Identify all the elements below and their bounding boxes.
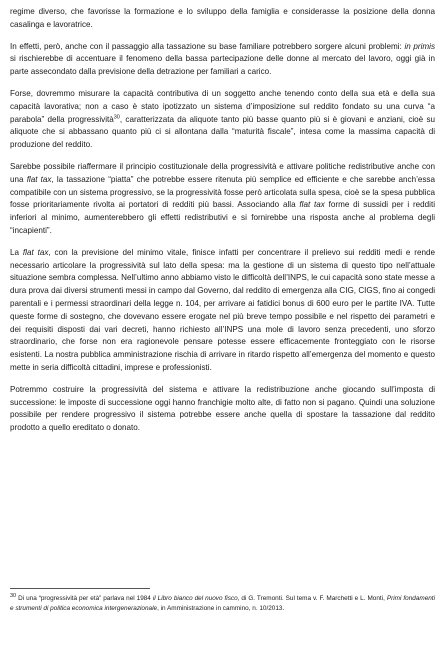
italic-text: il Libro bianco del nuovo fisco (152, 595, 238, 602)
italic-text: flat tax (22, 247, 49, 257)
text-run: In effetti, però, anche con il passaggio alla tassazione su base familiare potrebbero sorgere alcuni problemi: (10, 41, 405, 51)
text-run: regime diverso, che favorisse la formazione e lo sviluppo della famiglia e considerasse la posizione della donna casalinga e lavoratrice. (10, 7, 435, 29)
text-run: Sarebbe possibile riaffermare il principio costituzionale della progressività e attivare politiche redistributive anche con una (10, 161, 435, 184)
text-run: Potremmo costruire la progressività del sistema e attivare la redistribuzione anche giocando sull’imposta di successione: le imposte di successione oggi hanno franchigie molto alte, di fatto non si pagano. Quindi una soluzione possibile per rendere progressivo il sistema potrebbe essere anche quella di spostare la tassazione dal reddito prodotto a quello ereditato o donato. (10, 384, 435, 433)
paragraph (10, 88, 435, 152)
italic-text: flat tax (299, 200, 325, 210)
paragraph (10, 161, 435, 238)
paragraph (10, 6, 435, 32)
text-run: , in Amministrazione in cammino, n. 10/2013. (157, 605, 285, 613)
italic-text: in primis (404, 41, 435, 51)
text-run: si rischierebbe di accentuare il fenomeno della bassa partecipazione delle donne al mercato del lavoro, oggi già in parte assecondato dalla previsione della detrazione per familiari a carico. (10, 54, 435, 77)
paragraph (10, 384, 435, 435)
footnote-marker: 30 (10, 592, 17, 599)
italic-text: flat tax (26, 174, 52, 184)
body-text (10, 6, 435, 435)
footnote-30 (10, 594, 435, 614)
text-run: La (10, 247, 23, 257)
text-run: forme di sussidi per i redditi inferiori al minimo, aumenterebbero gli effetti redistributivi e si fornirebbe una risposta anche al problema degli “incapienti”. (10, 200, 436, 235)
paragraph (10, 41, 435, 79)
text-run: , la tassazione “piatta” che potrebbe essere ritenuta più semplice ed efficiente e che sarebbe anch’essa compatibile con un sistema progressivo, se la progressività fosse però articolata sulla spesa, cioè se la spesa pubblica fosse prioritariamente rivolta ai portatori di redditi più bassi. Associando alla (10, 174, 435, 210)
footnote-divider (10, 588, 150, 589)
text-run: , con la previsione del minimo vitale, finisce infatti per concentrare il prelievo sui redditi medi e rende necessario articolare la progressività sul lato della spesa: ma la gestione di un sistema di questo tipo nell’attuale situazione sembra complessa. Nell’ultimo anno abbiamo visto le difficoltà dell’INPS, le cui capacità sono state messe a dura prova dai diversi strumenti messi in campo dal Governo, dal reddito di emergenza alla CIG, CIGS, fino ai congedi parentali e i permessi straordinari della legge n. 104, per arrivare ai fatidici bonus di 600 euro per le partite IVA. Tutte queste forme di sostegno, che dovevano essere erogate nel più breve tempo possibile e nel rispetto dei parametri e dei requisiti disposti dai vari decreti, hanno richiesto all’INPS una mole di lavoro senza precedenti, uno sforzo straordinario, che forse non era ragionevole pensare potesse essere efficacemente fronteggiato con le risorse esistenti. La nostra pubblica amministrazione rischia di arrivare in ritardo rispetto all’emergenza del momento e questo mette in seria difficoltà cittadini, imprese e professionisti. (10, 247, 435, 372)
text-run: Di una “progressività per età” parlava nel 1984 (16, 595, 153, 602)
footnote-marker: 30 (113, 113, 120, 120)
paragraph (10, 247, 435, 375)
text-run: , caratterizzata da aliquote tanto più basse quanto più si è giovani e anziani, cioè su aliquote che si abbassano quanto più ci si allontana dalla “maturità fiscale”, intesa come la massima capacità di produzione del reddito. (10, 114, 435, 150)
text-run: Forse, dovremmo misurare la capacità contributiva di un soggetto anche tenendo conto della sua età e della sua capacità lavorativa; non a caso è stato ipotizzato un sistema d’imposizione sul reddito fondato su una curva “a parabola” della progressività (10, 88, 435, 124)
text-run: , di G. Tremonti. Sul tema v. F. Marchetti e L. Monti, (237, 595, 387, 602)
italic-text: Primi fondamenti e strumenti di politica economica intergenerazionale (10, 595, 435, 613)
